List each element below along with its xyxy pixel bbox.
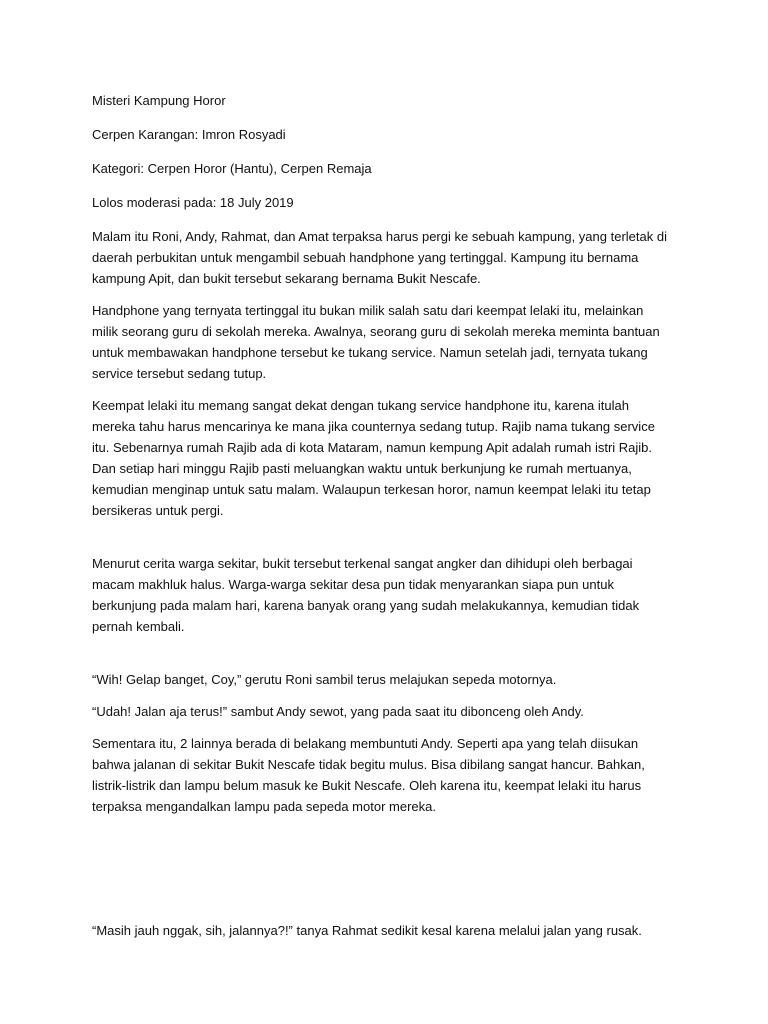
paragraph: Keempat lelaki itu memang sangat dekat dengan tukang service handphone itu, karena itulah mereka tahu harus mencarinya ke mana jika counternya sedang tutup. Rajib nama tukang service itu. Sebenarnya rumah Rajib ada di kota Mataram, namun kempung Apit adalah rumah istri Rajib. Dan setiap hari minggu Rajib pasti meluangkan waktu untuk berkunjung ke rumah mertuanya, kemudian menginap untuk satu malam. Walaupun terkesan horor, namun keempat lelaki itu tetap bersikeras untuk pergi. — [92, 398, 655, 518]
dialogue-paragraph: “Masih jauh nggak, sih, jalannya?!” tanya Rahmat sedikit kesal karena melalui jalan yang rusak. — [92, 923, 642, 938]
paragraph: Handphone yang ternyata tertinggal itu bukan milik salah satu dari keempat lelaki itu, melainkan milik seorang guru di sekolah mereka. Awalnya, seorang guru di sekolah mereka meminta bantuan untuk membawakan handphone tersebut ke tukang service. Namun setelah jadi, ternyata tukang service tersebut sedang tutup. — [92, 303, 660, 381]
paragraph: Malam itu Roni, Andy, Rahmat, dan Amat terpaksa harus pergi ke sebuah kampung, yang terletak di daerah perbukitan untuk mengambil sebuah handphone yang tertinggal. Kampung itu bernama kampung Apit, dan bukit tersebut sekarang bernama Bukit Nescafe. — [92, 229, 667, 286]
dialogue-paragraph: “Udah! Jalan aja terus!” sambut Andy sewot, yang pada saat itu dibonceng oleh Andy. — [92, 704, 584, 719]
author-line: Cerpen Karangan: Imron Rosyadi — [92, 127, 286, 142]
document-body — [92, 90, 672, 952]
paragraph: Sementara itu, 2 lainnya berada di belakang membuntuti Andy. Seperti apa yang telah diisukan bahwa jalanan di sekitar Bukit Nescafe tidak begitu mulus. Bisa dibilang sangat hancur. Bahkan, listrik-listrik dan lampu belum masuk ke Bukit Nescafe. Oleh karena itu, keempat lelaki itu harus terpaksa mengandalkan lampu pada sepeda motor mereka. — [92, 736, 645, 814]
category-line: Kategori: Cerpen Horor (Hantu), Cerpen Remaja — [92, 161, 372, 176]
moderation-date-line: Lolos moderasi pada: 18 July 2019 — [92, 195, 294, 210]
story-title: Misteri Kampung Horor — [92, 93, 226, 108]
dialogue-paragraph: “Wih! Gelap banget, Coy,” gerutu Roni sambil terus melajukan sepeda motornya. — [92, 672, 557, 687]
paragraph: Menurut cerita warga sekitar, bukit tersebut terkenal sangat angker dan dihidupi oleh berbagai macam makhluk halus. Warga-warga sekitar desa pun tidak menyarankan siapa pun untuk berkunjung pada malam hari, karena banyak orang yang sudah melakukannya, kemudian tidak pernah kembali. — [92, 556, 640, 634]
